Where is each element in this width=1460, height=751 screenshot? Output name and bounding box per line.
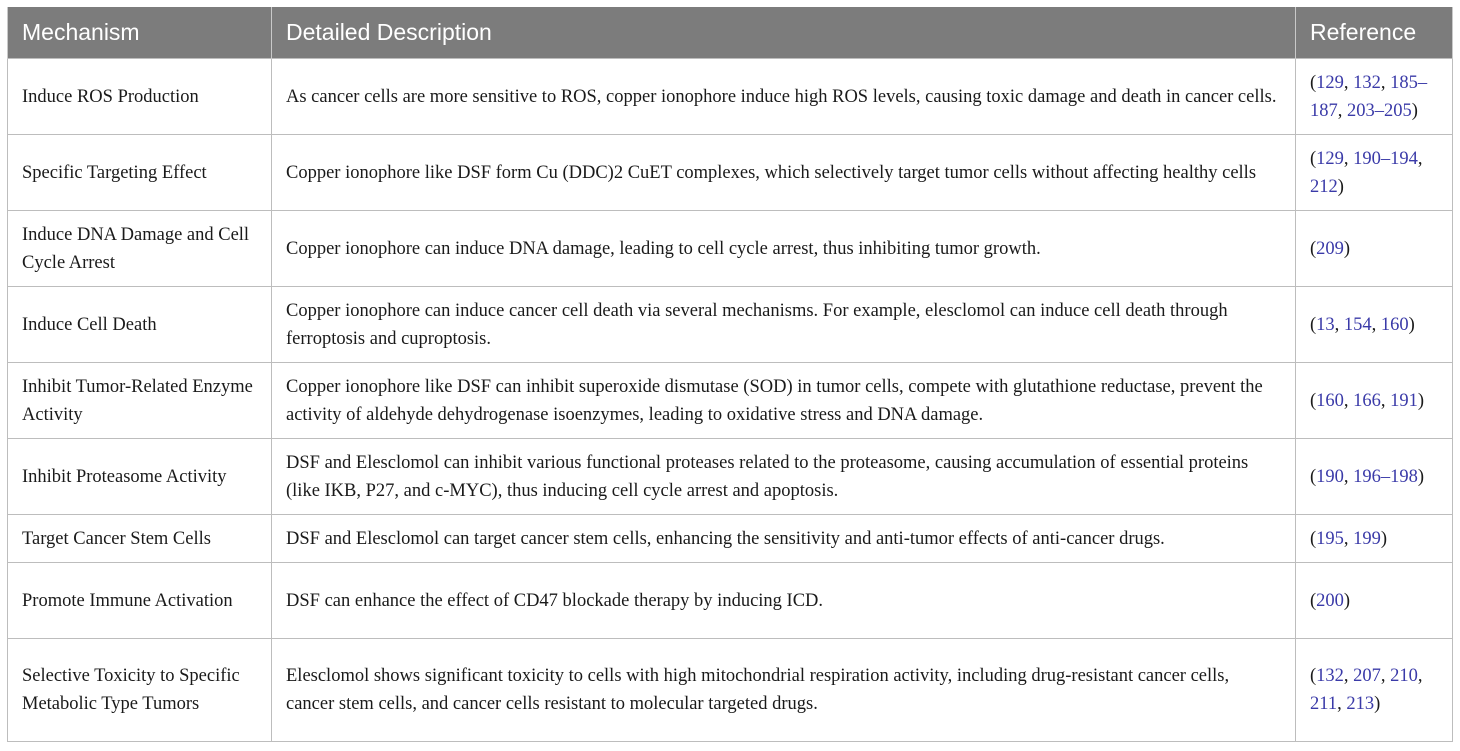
description-cell: DSF and Elesclomol can inhibit various functional proteases related to the proteasome, causing accumulation of essential proteins (like IKB, P27, and c-MYC), thus inducing cell cycle arrest and apoptosis.: [272, 439, 1296, 515]
header-reference: Reference: [1296, 7, 1453, 59]
citation-link[interactable]: 195: [1316, 528, 1344, 549]
table-row: [8, 135, 1453, 211]
reference-cell[interactable]: [1296, 135, 1453, 211]
description-cell: As cancer cells are more sensitive to ROS, copper ionophore induce high ROS levels, causing toxic damage and death in cancer cells.: [272, 59, 1296, 135]
reference-text[interactable]: (129, 132, 185–187, 203–205): [1310, 72, 1428, 121]
table-row: [8, 363, 1453, 439]
reference-text[interactable]: (160, 166, 191): [1310, 390, 1425, 411]
table-row: [8, 287, 1453, 363]
mechanism-cell: Inhibit Tumor-Related Enzyme Activity: [8, 363, 272, 439]
citation-link[interactable]: 160: [1380, 314, 1409, 335]
mechanism-cell: Promote Immune Activation: [8, 563, 272, 639]
citation-link[interactable]: 166: [1353, 390, 1381, 411]
header-row: [8, 7, 1453, 59]
citation-link[interactable]: 207: [1353, 666, 1381, 686]
citation-link[interactable]: 196–198: [1353, 466, 1418, 487]
table-row: [8, 563, 1453, 639]
reference-text[interactable]: (190, 196–198): [1310, 466, 1425, 487]
reference-text[interactable]: (209): [1310, 238, 1351, 259]
citation-link[interactable]: 203–205: [1347, 100, 1412, 121]
reference-cell[interactable]: [1296, 515, 1453, 563]
reference-cell[interactable]: [1296, 439, 1453, 515]
citation-link[interactable]: 211: [1310, 694, 1338, 714]
description-cell: Elesclomol shows significant toxicity to cells with high mitochondrial respiration activity, including drug-resistant cancer cells, cancer stem cells, and cancer cells resistant to molecular targeted drugs.: [272, 639, 1296, 742]
table-row: [8, 59, 1453, 135]
reference-text[interactable]: (200): [1310, 590, 1351, 611]
mechanism-cell: Induce Cell Death: [8, 287, 272, 363]
citation-link[interactable]: 191: [1390, 390, 1418, 411]
table-row: [8, 439, 1453, 515]
reference-text[interactable]: (129, 190–194, 212): [1310, 148, 1423, 197]
citation-link[interactable]: 199: [1353, 528, 1381, 549]
description-cell: Copper ionophore can induce cancer cell death via several mechanisms. For example, elesclomol can induce cell death through ferroptosis and cuproptosis.: [272, 287, 1296, 363]
mechanism-table: [7, 7, 1453, 742]
reference-text[interactable]: (195, 199): [1310, 528, 1388, 549]
header-description: Detailed Description: [272, 7, 1296, 59]
description-cell: Copper ionophore like DSF can inhibit superoxide dismutase (SOD) in tumor cells, compete with glutathione reductase, prevent the activity of aldehyde dehydrogenase isoenzymes, leading to oxidative stress and DNA damage.: [272, 363, 1296, 439]
citation-link[interactable]: 129: [1316, 148, 1344, 169]
mechanism-cell: Selective Toxicity to Specific Metabolic Type Tumors: [8, 639, 272, 742]
mechanism-cell: Inhibit Proteasome Activity: [8, 439, 272, 515]
citation-link[interactable]: 209: [1316, 238, 1344, 259]
table-row: [8, 211, 1453, 287]
description-cell: Copper ionophore can induce DNA damage, leading to cell cycle arrest, thus inhibiting tumor growth.: [272, 211, 1296, 287]
mechanism-cell: Specific Targeting Effect: [8, 135, 272, 211]
citation-link[interactable]: 190: [1316, 466, 1344, 487]
reference-cell[interactable]: [1296, 59, 1453, 135]
citation-link[interactable]: 213: [1346, 694, 1375, 714]
description-cell: DSF and Elesclomol can target cancer stem cells, enhancing the sensitivity and anti-tumor effects of anti-cancer drugs.: [272, 515, 1296, 563]
citation-link[interactable]: 212: [1310, 176, 1338, 197]
reference-text[interactable]: (13, 154, 160): [1310, 314, 1415, 335]
citation-link[interactable]: 129: [1316, 72, 1344, 93]
citation-link[interactable]: 154: [1343, 314, 1372, 335]
reference-cell[interactable]: [1296, 363, 1453, 439]
citation-link[interactable]: 132: [1316, 666, 1344, 686]
citation-link[interactable]: 160: [1316, 390, 1344, 411]
mechanism-cell: Induce ROS Production: [8, 59, 272, 135]
table-row: [8, 515, 1453, 563]
header-mechanism: Mechanism: [8, 7, 272, 59]
citation-link[interactable]: 132: [1353, 72, 1381, 93]
reference-cell[interactable]: [1296, 639, 1453, 742]
description-cell: Copper ionophore like DSF form Cu (DDC)2 CuET complexes, which selectively target tumor cells without affecting healthy cells: [272, 135, 1296, 211]
citation-link[interactable]: 190–194: [1353, 148, 1418, 169]
citation-link[interactable]: 210: [1390, 666, 1418, 686]
mechanism-cell: Induce DNA Damage and Cell Cycle Arrest: [8, 211, 272, 287]
description-cell: DSF can enhance the effect of CD47 blockade therapy by inducing ICD.: [272, 563, 1296, 639]
citation-link[interactable]: 185–187: [1310, 72, 1428, 121]
reference-cell[interactable]: [1296, 287, 1453, 363]
reference-text[interactable]: (132, 207, 210, 211, 213): [1310, 666, 1423, 714]
reference-cell[interactable]: [1296, 211, 1453, 287]
reference-cell[interactable]: [1296, 563, 1453, 639]
mechanism-cell: Target Cancer Stem Cells: [8, 515, 272, 563]
citation-link[interactable]: 13: [1316, 314, 1335, 335]
citation-link[interactable]: 200: [1316, 590, 1344, 611]
table-row: [8, 639, 1453, 742]
